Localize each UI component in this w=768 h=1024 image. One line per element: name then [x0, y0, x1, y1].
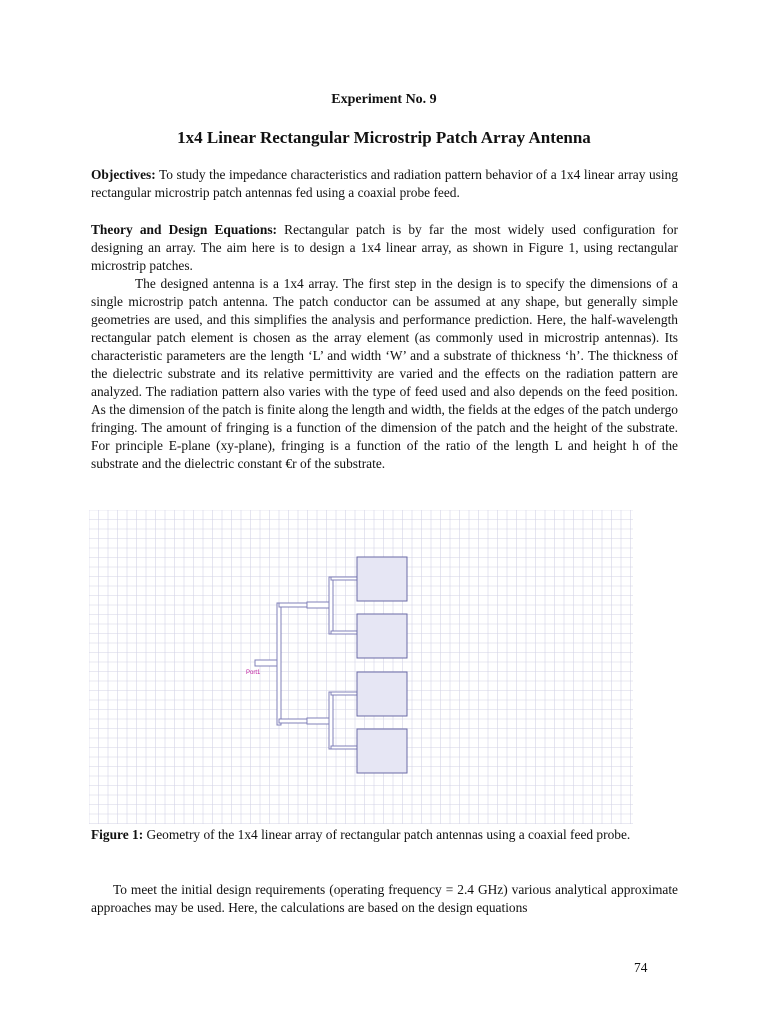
upper-branch-line: [279, 603, 309, 607]
port-label: Port1: [246, 670, 261, 676]
patch-2-feed: [331, 631, 357, 634]
objectives-text: To study the impedance characteristics and radiation pattern behavior of a 1x4 linear array using rectangular microstrip patch antennas fed using a coaxial probe feed.: [91, 167, 678, 200]
figure-caption: [91, 826, 678, 844]
objectives-label: Objectives:: [91, 167, 156, 182]
main-trunk: [277, 603, 281, 725]
theory-text: Rectangular patch is by far the most widely used configuration for designing an array. The aim here is to design a 1x4 linear array, as shown in Figure 1, using rectangular microstrip patches.: [91, 222, 678, 273]
upper-branch-transformer: [307, 602, 331, 608]
requirements-paragraph: To meet the initial design requirements (operating frequency = 2.4 GHz) various analytical approximate approaches may be used. Here, the calculations are based on the design equations: [91, 882, 678, 915]
figure-caption-text: Geometry of the 1x4 linear array of rectangular patch antennas using a coaxial feed probe.: [143, 827, 631, 842]
design-paragraph: The designed antenna is a 1x4 array. The first step in the design is to specify the dimensions of a single microstrip patch antenna. The patch conductor can be assumed at any shape, but generally simple geometries are used, and this simplifies the analysis and performance prediction. Here, the half-wavelength rectangular patch element is chosen as the array element (as commonly used in microstrip antennas). Its characteristic parameters are the length ‘L’ and width ‘W’ and a substrate of thickness ‘h’. The thickness of the dielectric substrate and its relative permittivity are varied and the effects on the radiation pattern are analyzed. The radiation pattern also varies with the type of feed used and also depends on the feed position. As the dimension of the patch is finite along the length and width, the fields at the edges of the patch undergo fringing. The amount of fringing is a function of the dimension of the patch and the height of the substrate. For principle E-plane (xy-plane), fringing is a function of the ratio of the length L and height h of the substrate and the dielectric constant €r of the substrate.: [91, 276, 678, 471]
patch-1: [357, 557, 407, 601]
lower-branch-transformer: [307, 718, 331, 724]
patch-1-feed: [331, 577, 357, 580]
patch-4-feed: [331, 746, 357, 749]
patch-3: [357, 672, 407, 716]
array-geometry-figure: [89, 510, 633, 824]
document-title: 1x4 Linear Rectangular Microstrip Patch Array Antenna: [177, 128, 591, 147]
port-stub: [255, 660, 279, 666]
lower-sub-trunk: [329, 692, 333, 749]
patch-3-feed: [331, 692, 357, 695]
patch-2: [357, 614, 407, 658]
experiment-number: Experiment No. 9: [331, 92, 437, 107]
feed-network: [255, 577, 357, 749]
lower-branch-line: [279, 719, 309, 723]
page-number: 74: [634, 960, 648, 975]
theory-label: Theory and Design Equations:: [91, 222, 277, 237]
upper-sub-trunk: [329, 577, 333, 634]
figure-caption-label: Figure 1:: [91, 827, 144, 842]
theory-paragraph: [91, 221, 678, 275]
objectives-paragraph: [91, 166, 678, 202]
patch-4: [357, 729, 407, 773]
